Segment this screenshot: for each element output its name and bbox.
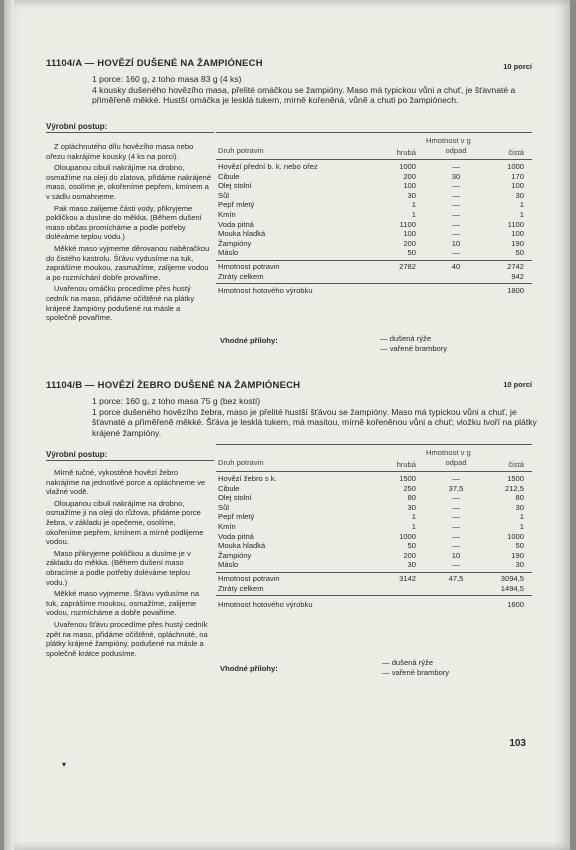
table-row-odpad: —: [452, 502, 460, 512]
table-row-hruba: 30: [407, 560, 416, 570]
side-item: — vařené brambory: [382, 668, 450, 677]
portion-line: 1 porce: 160 g, z toho masa 83 g (4 ks): [92, 74, 242, 84]
table-row-hruba: 200: [403, 550, 416, 560]
table-row-cista: 1: [519, 522, 524, 531]
method-text: [46, 142, 212, 325]
table-row-odpad: —: [452, 210, 460, 219]
table-row-name: Kmín: [218, 522, 236, 531]
col-header: odpad: [445, 146, 467, 155]
table-row-name: Hovězí žebro s k.: [218, 474, 277, 483]
method-step: Z opláchnutého dílu hovězího masa nebo ořezu nakrájíme kousky (4 ks na porci).: [46, 142, 194, 161]
table-row-cista: 30: [515, 190, 524, 200]
table-row-hruba: 1: [411, 210, 416, 219]
printer-mark: ▾: [62, 760, 67, 769]
table-row-name: Voda pitná: [218, 531, 254, 541]
postup-heading: Výrobní postup:: [46, 450, 108, 459]
table-row-odpad: 10: [451, 238, 461, 248]
table-row-odpad: 37,5: [448, 483, 464, 493]
divider: [46, 460, 214, 461]
recipe-title: 11104/A — HOVĚZÍ DUŠENÉ NA ŽAMPIÓNECH: [46, 58, 263, 69]
table-row-cista: 1000: [507, 531, 524, 541]
table-row-hruba: 1000: [399, 162, 416, 171]
total-row-hruba: 3142: [399, 574, 416, 583]
table-row-odpad: —: [452, 493, 460, 503]
table-row-hruba: 50: [407, 541, 416, 551]
table-row-name: Sůl: [218, 502, 229, 512]
table-row-hruba: 1: [411, 512, 416, 522]
table-row-odpad: 10: [451, 550, 461, 560]
sides-heading: Vhodné přílohy:: [220, 664, 278, 673]
table-row-cista: 100: [511, 229, 524, 239]
sides-list: [382, 658, 449, 678]
col-header: hrubá: [396, 148, 416, 157]
table-row-cista: 50: [515, 248, 524, 258]
table-row-cista: 30: [515, 502, 524, 512]
table-row-cista: 30: [515, 560, 524, 570]
recipe-portions: 10 porcí: [503, 62, 532, 71]
table-row-odpad: —: [452, 162, 460, 171]
final-row-name: Hmotnost hotového výrobku: [218, 600, 313, 609]
side-item: — dušená rýže: [382, 658, 434, 667]
sides-list: [380, 334, 447, 354]
total-row-name: Ztráty celkem: [218, 583, 264, 593]
final-row-cista: 1600: [507, 600, 524, 609]
table-row-hruba: 1100: [399, 219, 416, 229]
table-row-cista: 190: [511, 550, 524, 560]
table-row-cista: 1: [519, 200, 524, 210]
total-row-hruba: 2782: [399, 262, 416, 271]
table-row-cista: 1500: [507, 474, 524, 483]
table-row-hruba: 30: [407, 502, 416, 512]
table-row-name: Pepř mletý: [218, 512, 255, 522]
table-row-hruba: 1: [411, 522, 416, 531]
table-row-hruba: 1: [411, 200, 416, 210]
table-row-odpad: —: [452, 229, 460, 239]
table-row-cista: 100: [511, 181, 524, 191]
book-page: [4, 0, 570, 850]
table-row-hruba: 1000: [399, 531, 416, 541]
recipe-title: 11104/B — HOVĚZÍ ŽEBRO DUŠENÉ NA ŽAMPIÓNECH: [46, 380, 301, 391]
method-text: [46, 468, 212, 660]
description: 4 kousky dušeného hovězího masa, přelité omáčkou se žampióny. Maso má typickou vůni a chuť, je šťavnaté a přiměřeně měkké. Hustší omáčka je lesklá tukem, mírně kořeněná, vůně a chuti po žampiónech.: [92, 84, 516, 106]
table-row-name: Žampióny: [218, 238, 252, 248]
side-item: — vařené brambory: [380, 344, 448, 353]
final-row-name: Hmotnost hotového výrobku: [218, 286, 313, 295]
sides-heading: Vhodné přílohy:: [220, 336, 278, 345]
table-row-hruba: 200: [403, 171, 416, 181]
table-row-odpad: —: [452, 200, 460, 210]
table-row-odpad: —: [452, 474, 460, 483]
method-step: Mírně tučné, vykostěné hovězí žebro nakrájíme na jednotlivé porce a opláchneme ve vlažné vodě.: [46, 468, 206, 497]
table-row-hruba: 1500: [399, 474, 416, 483]
table-row-name: Sůl: [218, 190, 229, 200]
divider: [46, 132, 214, 133]
table-row-cista: 212,5: [504, 483, 524, 493]
table-row-hruba: 200: [403, 238, 416, 248]
table-row-odpad: —: [452, 512, 460, 522]
portion-line: 1 porce: 160 g, z toho masa 75 g (bez kostí): [92, 396, 261, 406]
table-row-odpad: —: [452, 181, 460, 191]
method-step: Maso přikryjeme pokličkou a dusíme je v základu do měkka. (Během dušení maso obracíme a podle potřeby doléváme teplou vodu.): [46, 548, 191, 587]
table-row-cista: 1: [519, 210, 524, 219]
method-step: Oloupanou cibuli nakrájíme na drobno, osmažíme na oleji do zlatova, přidáme nakrájené maso, osolíme je, okořeníme pepřem, kmínem a v sádlu osmahneme.: [46, 163, 212, 201]
table-row-name: Olej stolní: [218, 493, 252, 503]
col-header: odpad: [445, 458, 467, 467]
table-row-hruba: 80: [407, 493, 416, 503]
method-step: Uvařenou omáčku procedíme přes hustý cedník na maso, přidáme očištěné na plátky krájené žampióny podušené na másle a společně povaříme.: [46, 284, 195, 323]
table-row-odpad: —: [452, 190, 460, 200]
table-row-hruba: 30: [407, 190, 416, 200]
table-row-cista: 80: [515, 493, 524, 503]
table-row-name: Pepř mletý: [218, 200, 255, 210]
table-row-name: Žampióny: [218, 550, 252, 560]
table-row-name: Mouka hladká: [218, 229, 266, 239]
col-header: Druh potravin: [218, 458, 264, 467]
final-row-cista: 1800: [507, 286, 524, 295]
method-step: Měkké maso vyjmeme děrovanou naběračkou do čistého kastrolu. Šťávu vydusíme na tuk, zaprášíme moukou, zasmažíme, zalijeme vodou a po rozmíchání dobře provaříme.: [46, 243, 210, 282]
table-row-hruba: 100: [403, 181, 416, 191]
table-row-odpad: —: [452, 541, 460, 551]
method-step: Oloupanou cibuli nakrájíme na drobno, osmažíme ji na oleji do růžova, přidáme porce žebra, v základu je opečeme, osolíme, okořeníme pepřem, kmínem a mírně podlijeme vodou.: [46, 498, 204, 547]
table-row-name: Olej stolní: [218, 181, 252, 191]
method-step: Měkké maso vyjmeme. Šťávu vydusíme na tuk, zaprášíme moukou, osmažíme, zalijeme vodou, rozmícháme a dobře povaříme.: [46, 589, 200, 618]
table-row-odpad: 30: [451, 171, 461, 181]
total-row-odpad: 47,5: [448, 574, 464, 583]
table-row-odpad: —: [452, 248, 460, 258]
method-step: Pak maso zalijeme části vody, přikryjeme pokličkou a dusíme do měkka. (Během dušení maso občas promícháme a podle potřeby doléváme teplou vodu.): [46, 203, 202, 242]
side-item: — dušená rýže: [380, 334, 432, 343]
header-group: Hmotnost v g: [426, 136, 471, 145]
total-row-cista: 3094,5: [500, 574, 524, 583]
table-row-cista: 1000: [507, 162, 524, 171]
col-header: čistá: [508, 460, 524, 469]
table-row-cista: 1100: [507, 219, 524, 229]
table-row-odpad: —: [452, 219, 460, 229]
table-row-name: Máslo: [218, 248, 239, 258]
total-row-name: Hmotnost potravin: [218, 574, 280, 583]
col-header: Druh potravin: [218, 146, 264, 155]
recipe-intro: [92, 74, 537, 106]
table-row-cista: 170: [511, 171, 524, 181]
table-row-name: Cibule: [218, 171, 240, 181]
col-header: čistá: [508, 148, 524, 157]
page-number: 103: [509, 738, 526, 749]
table-row-odpad: —: [452, 560, 460, 570]
total-row-name: Hmotnost potravin: [218, 262, 280, 271]
table-row-cista: 50: [515, 541, 524, 551]
total-row-odpad: 40: [451, 262, 461, 271]
table-row-name: Máslo: [218, 560, 239, 570]
description: 1 porce dušeného hovězího žebra, maso je přelité hustší šťávou se žampióny. Maso má typickou vůni a chuť, je šťavnaté a přiměřeně měkké. Šťáva je lesklá tukem, má masitou, mírně kořeněnou vůni a chuť; vložku tvoří na plátky krájené žampióny.: [92, 406, 537, 438]
table-row-name: Kmín: [218, 210, 236, 219]
table-row-odpad: —: [452, 522, 460, 531]
total-row-cista: 1494,5: [500, 583, 524, 593]
total-row-cista: 2742: [507, 262, 524, 271]
table-row-hruba: 100: [403, 229, 416, 239]
table-row-name: Mouka hladká: [218, 541, 266, 551]
total-row-name: Ztráty celkem: [218, 271, 264, 281]
header-group: Hmotnost v g: [426, 448, 471, 457]
table-row-name: Cibule: [218, 483, 240, 493]
table-row-odpad: —: [452, 531, 460, 541]
col-header: hrubá: [396, 460, 416, 469]
table-row-cista: 190: [511, 238, 524, 248]
table-row-cista: 1: [519, 512, 524, 522]
table-row-name: Hovězí přední b. k. nebo ořez: [218, 162, 318, 171]
postup-heading: Výrobní postup:: [46, 122, 108, 131]
recipe-portions: 10 porcí: [503, 380, 532, 389]
recipe-intro: [92, 396, 537, 438]
table-row-hruba: 50: [407, 248, 416, 258]
table-row-hruba: 250: [403, 483, 416, 493]
page-spine-shadow: [4, 0, 14, 850]
method-step: Uvařenou šťávu procedíme přes hustý cedník zpět na maso, přidáme očištěné, opláchnuté, na plátky krájené žampióny, podušené na másle a společně krátce podusíme.: [46, 619, 208, 658]
total-row-cista: 942: [511, 271, 524, 281]
table-row-name: Voda pitná: [218, 219, 254, 229]
